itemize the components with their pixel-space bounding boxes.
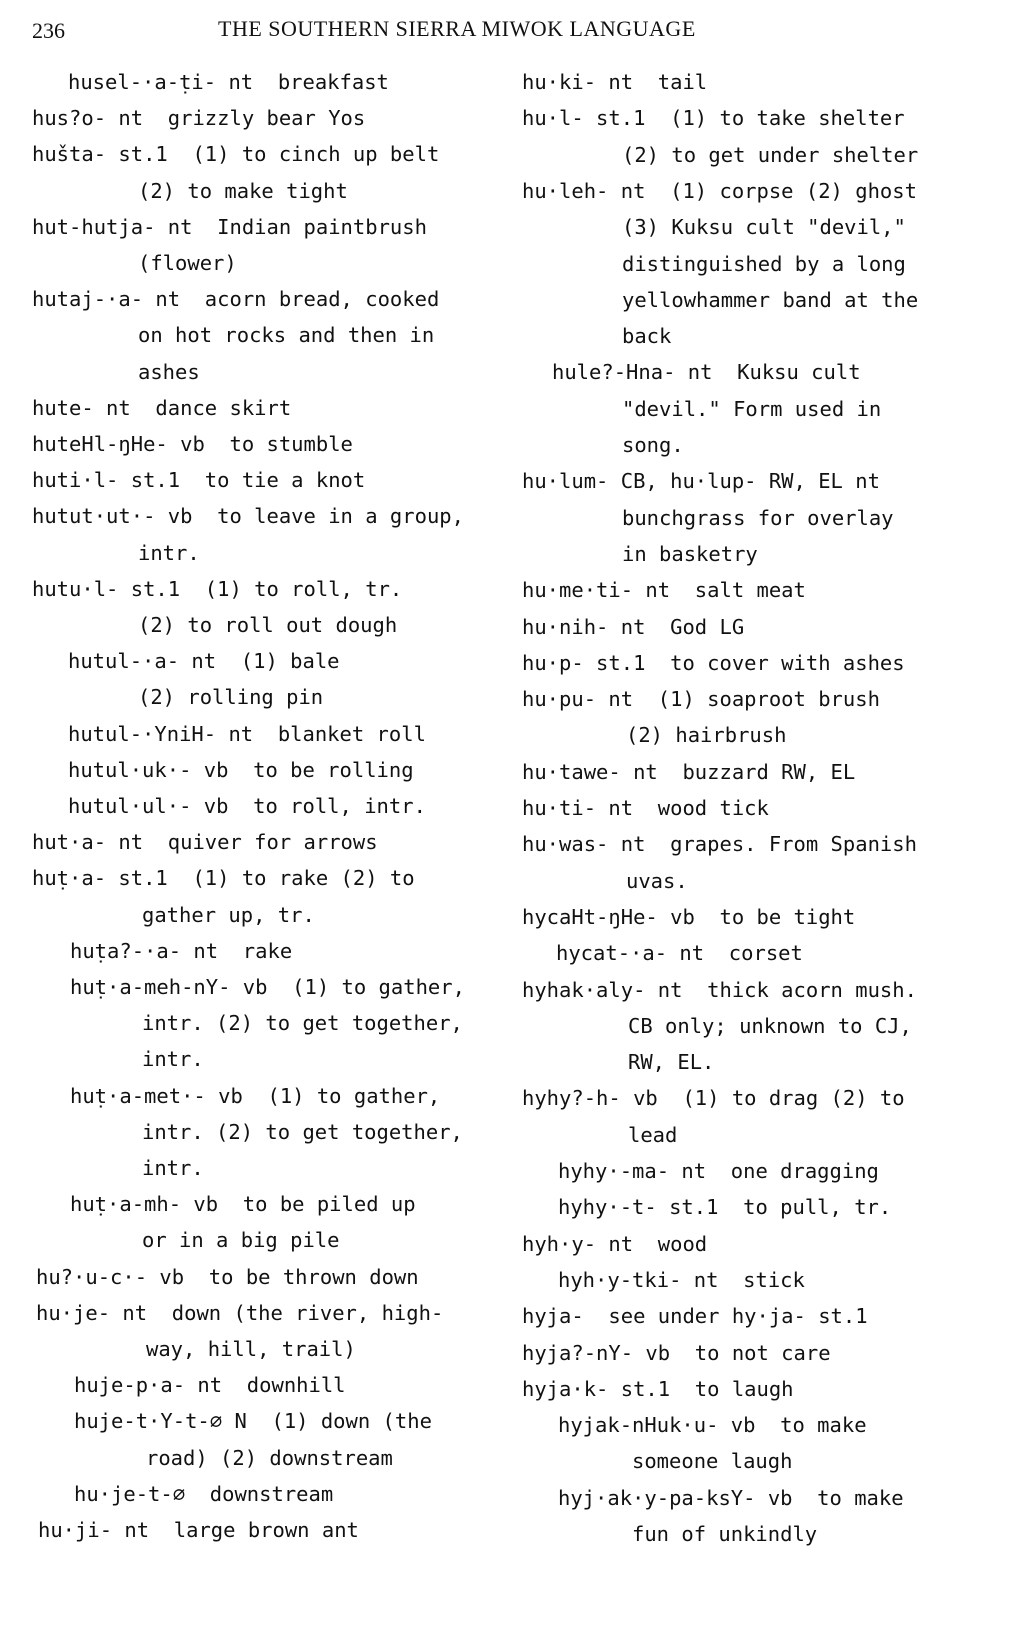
entry-line: intr. (2) to get together,	[142, 1119, 463, 1144]
entry-line: hyhy·-ma- nt one dragging	[558, 1159, 879, 1183]
entry-line: lead	[628, 1122, 678, 1147]
entry-line: huṭ·a-meh-nY- vb (1) to gather,	[70, 975, 465, 999]
entry-line: hycat-·a- nt corset	[556, 941, 803, 966]
entry-line: hu·je- nt down (the river, high-	[36, 1300, 444, 1325]
entry-line: hu·pu- nt (1) soaproot brush	[522, 687, 880, 712]
entry-line: intr.	[142, 1047, 204, 1072]
entry-line: road) (2) downstream	[146, 1445, 393, 1470]
entry-line: huje-p·a- nt downhill	[74, 1373, 346, 1398]
entry-line: hutul-·a- nt (1) bale	[68, 649, 340, 674]
entry-line: hyhy?-h- vb (1) to drag (2) to	[522, 1086, 905, 1111]
entry-line: hu·ki- nt tail	[522, 70, 708, 94]
entry-line: on hot rocks and then in	[138, 323, 435, 348]
entry-line: hyh·y-tki- nt stick	[558, 1267, 805, 1292]
entry-line: hyja?-nY- vb to not care	[522, 1340, 831, 1365]
entry-line: (2) hairbrush	[626, 723, 787, 748]
entry-line: (flower)	[138, 251, 237, 275]
entry-line: hu·me·ti- nt salt meat	[522, 578, 806, 603]
entry-line: hu·ji- nt large brown ant	[38, 1518, 359, 1542]
entry-line: hyhak·aly- nt thick acorn mush.	[522, 977, 917, 1002]
entry-line: hus?o- nt grizzly bear Yos	[32, 106, 366, 131]
entry-line: in basketry	[622, 541, 758, 566]
entry-line: RW, EL.	[628, 1050, 715, 1075]
entry-line: hu·was- nt grapes. From Spanish	[522, 832, 917, 857]
entry-line: fun of unkindly	[632, 1522, 818, 1546]
entry-line: (2) rolling pin	[138, 685, 324, 710]
entry-line: uvas.	[626, 868, 688, 893]
entry-line: hyja·k- st.1 to laugh	[522, 1376, 794, 1401]
entry-line: hut-hutja- nt Indian paintbrush	[32, 214, 427, 239]
entry-line: yellowhammer band at the	[622, 287, 919, 312]
entry-line: hu·l- st.1 (1) to take shelter	[522, 106, 905, 131]
entry-line: hut·a- nt quiver for arrows	[32, 830, 378, 855]
entry-line: bunchgrass for overlay	[622, 505, 894, 530]
entry-line: back	[622, 324, 672, 349]
entry-line: someone laugh	[632, 1449, 793, 1474]
entry-line: intr.	[142, 1156, 204, 1180]
entry-line: way, hill, trail)	[146, 1337, 356, 1361]
entry-line: (2) to get under shelter	[622, 142, 919, 167]
entry-line: huṭ·a-met·- vb (1) to gather,	[70, 1083, 441, 1108]
entry-line: hule?-Hna- nt Kuksu cult	[552, 360, 861, 385]
entry-line: hu·nih- nt God LG	[522, 614, 745, 639]
entry-line: (2) to roll out dough	[138, 613, 398, 637]
entry-line: huje-t·Y-t-∅ N (1) down (the	[74, 1409, 432, 1434]
entry-line: huṭ·a-mh- vb to be piled up	[70, 1192, 416, 1217]
entry-line: huṭa?-·a- nt rake	[70, 938, 293, 963]
entry-line: hutul·uk·- vb to be rolling	[68, 757, 414, 782]
entry-line: hyj·ak·y-pa-ksY- vb to make	[558, 1485, 904, 1510]
entry-line: hu·ti- nt wood tick	[522, 796, 769, 820]
entry-line: hu·leh- nt (1) corpse (2) ghost	[522, 178, 917, 203]
entry-line: hu·tawe- nt buzzard RW, EL	[522, 759, 856, 784]
entry-line: hutut·ut·- vb to leave in a group,	[32, 504, 464, 529]
entry-line: huṭ·a- st.1 (1) to rake (2) to	[32, 866, 415, 891]
entry-line: hyhy·-t- st.1 to pull, tr.	[558, 1195, 892, 1220]
entry-line: song.	[622, 433, 684, 457]
entry-line: hutul·ul·- vb to roll, intr.	[68, 794, 426, 818]
entry-line: hu·lum- CB, hu·lup- RW, EL nt	[522, 469, 880, 494]
entry-line: CB only; unknown to CJ,	[628, 1013, 912, 1038]
running-title: THE SOUTHERN SIERRA MIWOK LANGUAGE	[218, 16, 696, 41]
entry-line: (3) Kuksu cult "devil,"	[622, 215, 906, 240]
entry-line: or in a big pile	[142, 1228, 340, 1253]
entry-line: hu?·u-c·- vb to be thrown down	[36, 1264, 419, 1289]
entry-line: distinguished by a long	[622, 251, 906, 276]
page-number: 236	[32, 18, 65, 43]
entry-line: hušta- st.1 (1) to cinch up belt	[32, 142, 440, 167]
entry-line: hyjak-nHuk·u- vb to make	[558, 1413, 867, 1438]
entry-line: hutaj-·a- nt acorn bread, cooked	[32, 287, 440, 312]
entry-line: hu·je-t-∅ downstream	[74, 1481, 334, 1506]
page-header	[0, 14, 1032, 48]
entry-line: (2) to make tight	[138, 178, 348, 203]
entry-line: hutul-·YniH- nt blanket roll	[68, 721, 426, 746]
entry-line: intr. (2) to get together,	[142, 1011, 463, 1036]
entry-line: hutu·l- st.1 (1) to roll, tr.	[32, 576, 403, 601]
entry-line: hyh·y- nt wood	[522, 1231, 708, 1256]
entry-line: hute- nt dance skirt	[32, 395, 292, 420]
entry-line: "devil." Form used in	[622, 396, 882, 421]
entry-line: husel-·a-ṭi- nt breakfast	[68, 70, 389, 94]
entry-line: hyja- see under hy·ja- st.1	[522, 1304, 868, 1329]
entry-line: intr.	[138, 540, 200, 565]
entry-line: hycaHt-ŋHe- vb to be tight	[522, 904, 856, 929]
entry-line: gather up, tr.	[142, 902, 315, 927]
entry-line: ashes	[138, 359, 200, 384]
entry-line: hu·p- st.1 to cover with ashes	[522, 650, 905, 675]
entry-line: huti·l- st.1 to tie a knot	[32, 468, 366, 493]
entry-line: huteHl-ŋHe- vb to stumble	[32, 432, 353, 456]
